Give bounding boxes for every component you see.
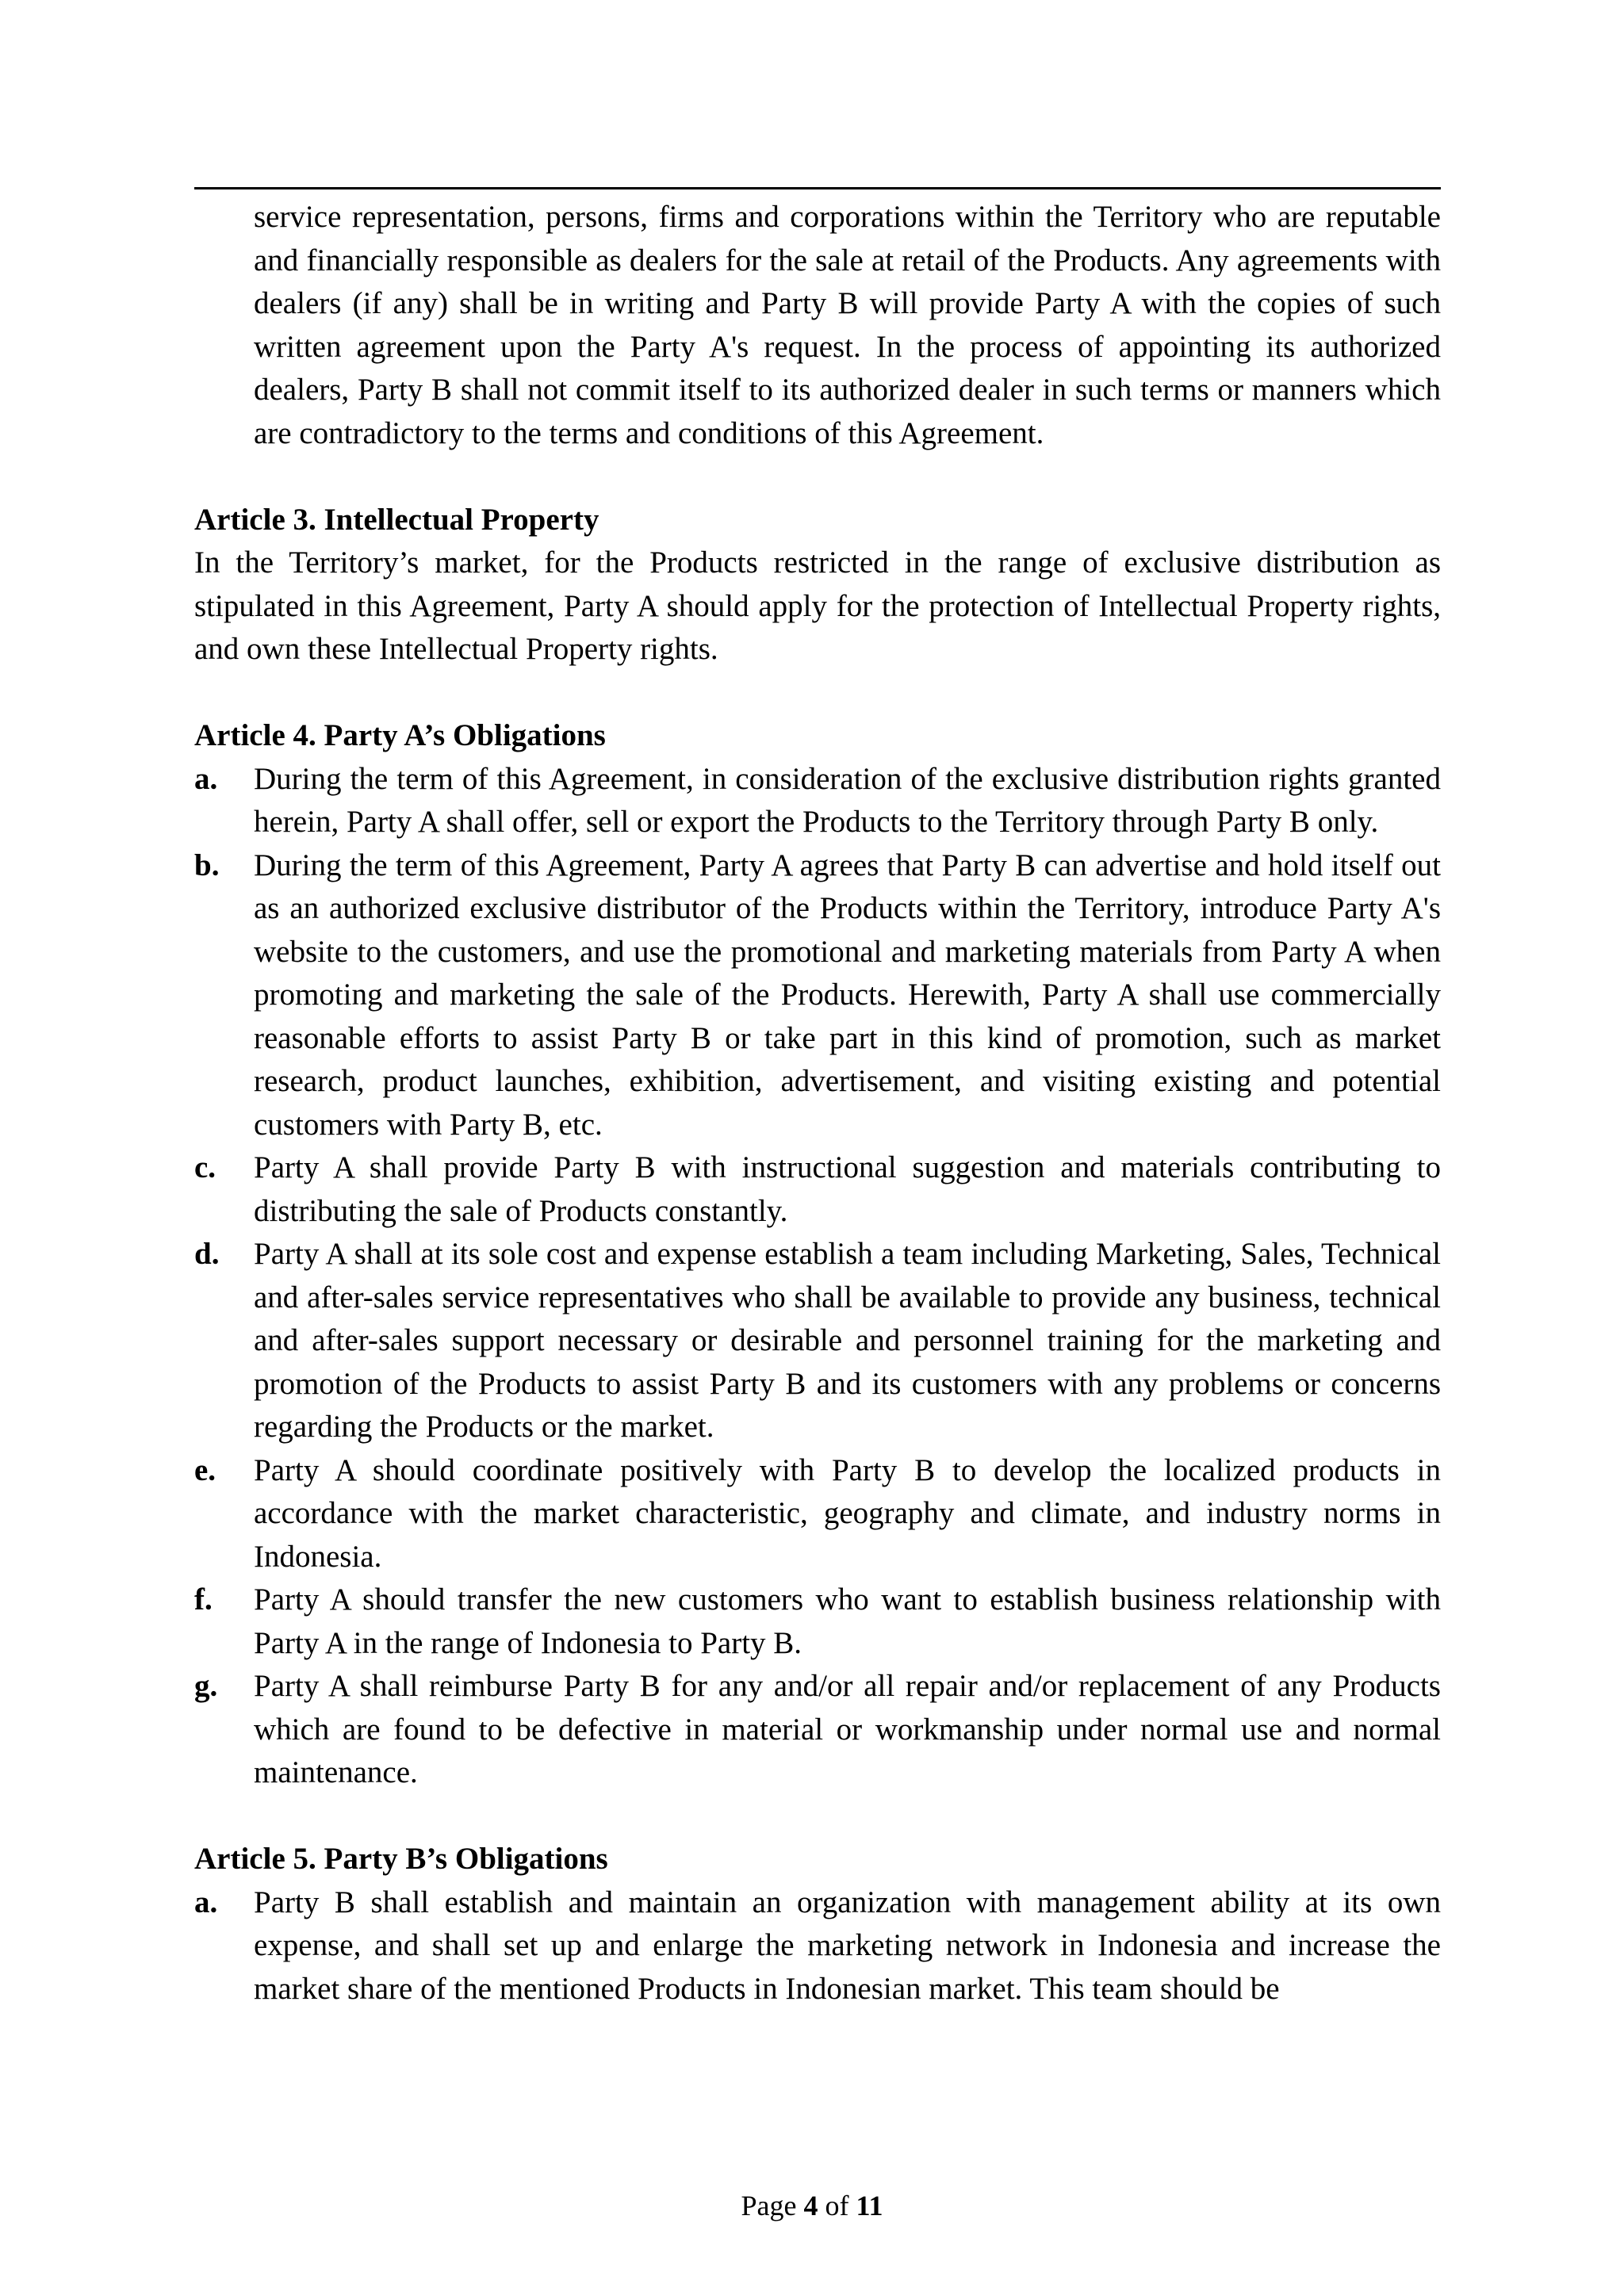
article-5-item-a <box>194 1881 1441 2011</box>
article-4-item-g <box>194 1665 1441 1795</box>
article-4-item-f <box>194 1578 1441 1665</box>
list-item-text: Party A shall reimburse Party B for any and/or all repair and/or replacement of any Products which are found to be defective in material or workmanship under normal use and normal maintenance. <box>254 1669 1441 1789</box>
article-4-item-d <box>194 1233 1441 1449</box>
list-marker: g. <box>194 1669 218 1703</box>
footer-current-page: 4 <box>803 2190 818 2221</box>
list-marker: b. <box>194 848 220 882</box>
footer-prefix: Page <box>741 2190 797 2221</box>
list-marker: d. <box>194 1237 220 1271</box>
article-4-item-e <box>194 1449 1441 1579</box>
intro-paragraph: service representation, persons, firms and corporations within the Territory who are reputable and financially responsible as dealers for the sale at retail of the Products. Any agreements with dealers (if any) shall be in writing and Party B will provide Party A with the copies of such written agreement upon the Party A's request. In the process of appointing its authorized dealers, Party B shall not commit itself to its authorized dealer in such terms or manners which are contradictory to the terms and conditions of this Agreement. <box>254 200 1441 450</box>
list-item-text: Party A shall at its sole cost and expense establish a team including Marketing, Sales, Technical and after-sales service representatives who shall be available to provide any business, technical and after-sales support necessary or desirable and personnel training for the marketing and promotion of the Products to assist Party B and its customers with any problems or concerns regarding the Products or the market. <box>254 1237 1441 1444</box>
list-item-text: During the term of this Agreement, in consideration of the exclusive distribution rights granted herein, Party A shall offer, sell or export the Products to the Territory through Party B only. <box>254 761 1441 839</box>
list-marker: f. <box>194 1582 213 1617</box>
list-item-text: Party A should coordinate positively with Party B to develop the localized products in accordance with the market characteristic, geography and climate, and industry norms in Indonesia. <box>254 1452 1441 1574</box>
header-rule <box>194 187 1441 189</box>
article-4-item-a <box>194 758 1441 844</box>
list-item-text: Party A shall provide Party B with instructional suggestion and materials contributing to distributing the sale of Products constantly. <box>254 1150 1441 1228</box>
list-marker: a. <box>194 1885 218 1919</box>
document-body <box>194 196 1441 2011</box>
article-5-heading: Article 5. Party B’s Obligations <box>194 1842 608 1876</box>
article-4-item-c <box>194 1146 1441 1233</box>
footer-separator: of <box>825 2190 849 2221</box>
list-item-text: Party B shall establish and maintain an organization with management ability at its own expense, and shall set up and enlarge the marketing network in Indonesia and increase the market share of the mentioned Products in Indonesian market. This team should be <box>254 1885 1441 2006</box>
article-4-list <box>194 758 1441 1795</box>
page-footer <box>0 2188 1624 2223</box>
article-3-body: In the Territory’s market, for the Products restricted in the range of exclusive distribution as stipulated in this Agreement, Party A should apply for the protection of Intellectual Property rights, and own these Intellectual Property rights. <box>194 545 1441 666</box>
article-4-item-b <box>194 844 1441 1147</box>
list-item-text: During the term of this Agreement, Party A agrees that Party B can advertise and hold itself out as an authorized exclusive distributor of the Products within the Territory, introduce Party A's website to the customers, and use the promotional and marketing materials from Party A when promoting and marketing the sale of the Products. Herewith, Party A shall use commercially reasonable efforts to assist Party B or take part in this kind of promotion, such as market research, product launches, exhibition, advertisement, and visiting existing and potential customers with Party B, etc. <box>254 848 1441 1142</box>
footer-total-pages: 11 <box>856 2190 883 2221</box>
article-4-heading: Article 4. Party A’s Obligations <box>194 718 606 752</box>
article-5-list <box>194 1881 1441 2011</box>
list-marker: c. <box>194 1150 216 1184</box>
list-item-text: Party A should transfer the new customers who want to establish business relationship with Party A in the range of Indonesia to Party B. <box>254 1582 1441 1660</box>
article-3-heading: Article 3. Intellectual Property <box>194 502 599 537</box>
list-marker: e. <box>194 1452 216 1487</box>
list-marker: a. <box>194 761 218 796</box>
